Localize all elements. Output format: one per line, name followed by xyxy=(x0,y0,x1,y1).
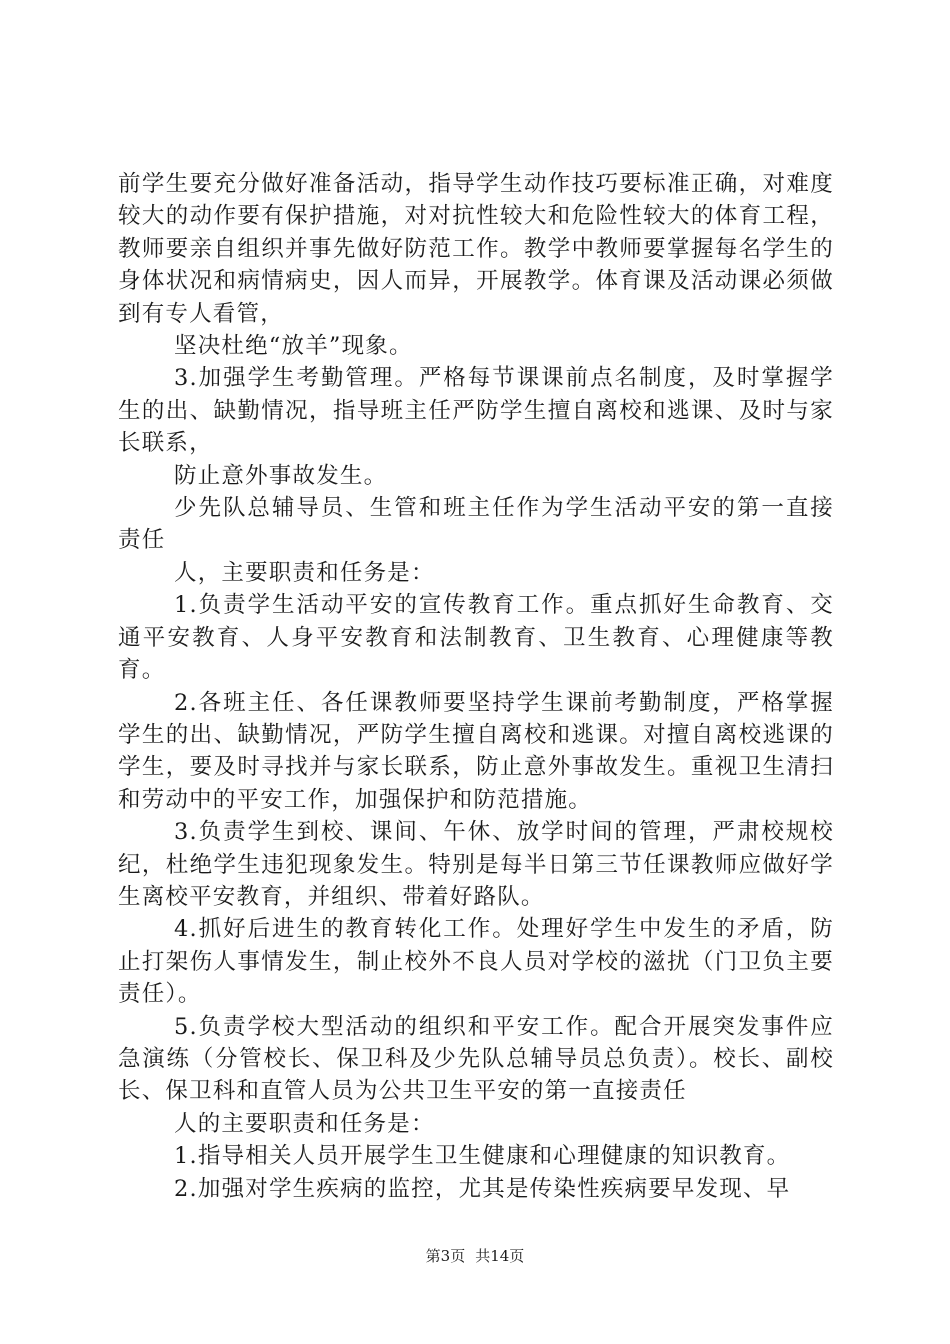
paragraph-8: 2.各班主任、各任课教师要坚持学生课前考勤制度，严格掌握学生的出、缺勤情况，严防学生擅自离校和逃课。对擅自离校逃课的学生，要及时寻找并与家长联系，防止意外事故发生。重视卫生清扫和劳动中的平安工作，加强保护和防范措施。 xyxy=(118,689,834,813)
page-number: 第3页 xyxy=(425,1247,466,1265)
paragraph-1: 前学生要充分做好准备活动，指导学生动作技巧要标准正确，对难度较大的动作要有保护措施，对对抗性较大和危险性较大的体育工程，教师要亲自组织并事先做好防范工作。教学中教师要掌握每名学生的身体状况和病情病史，因人而异，开展教学。体育课及活动课必须做到有专人看管， xyxy=(118,171,834,327)
paragraph-13: 1.指导相关人员开展学生卫生健康和心理健康的知识教育。 xyxy=(174,1143,791,1170)
paragraph-2: 坚决杜绝“放羊”现象。 xyxy=(174,333,413,360)
paragraph-3: 3.加强学生考勤管理。严格每节课课前点名制度，及时掌握学生的出、缺勤情况，指导班主任严防学生擅自离校和逃课、及时与家长联系， xyxy=(118,365,834,457)
paragraph-14: 2.加强对学生疾病的监控，尤其是传染性疾病要早发现、早 xyxy=(174,1175,791,1202)
body-text xyxy=(118,168,834,1205)
paragraph-12: 人的主要职责和任务是： xyxy=(174,1110,435,1137)
paragraph-5: 少先队总辅导员、生管和班主任作为学生活动平安的第一直接责任 xyxy=(118,495,834,554)
page-footer xyxy=(0,1245,950,1267)
paragraph-4: 防止意外事故发生。 xyxy=(174,462,388,489)
page-total: 共14页 xyxy=(475,1247,525,1265)
paragraph-10: 4.抓好后进生的教育转化工作。处理好学生中发生的矛盾，防止打架伤人事情发生，制止校外不良人员对学校的滋扰（门卫负主要责任）。 xyxy=(118,916,834,1008)
paragraph-6: 人，主要职责和任务是： xyxy=(174,559,435,586)
paragraph-7: 1.负责学生活动平安的宣传教育工作。重点抓好生命教育、交通平安教育、人身平安教育和法制教育、卫生教育、心理健康等教育。 xyxy=(118,592,834,684)
paragraph-9: 3.负责学生到校、课间、午休、放学时间的管理，严肃校规校纪，杜绝学生违犯现象发生。特别是每半日第三节任课教师应做好学生离校平安教育，并组织、带着好路队。 xyxy=(118,819,834,910)
paragraph-11: 5.负责学校大型活动的组织和平安工作。配合开展突发事件应急演练（分管校长、保卫科及少先队总辅导员总负责）。校长、副校长、保卫科和直管人员为公共卫生平安的第一直接责任 xyxy=(118,1013,834,1105)
